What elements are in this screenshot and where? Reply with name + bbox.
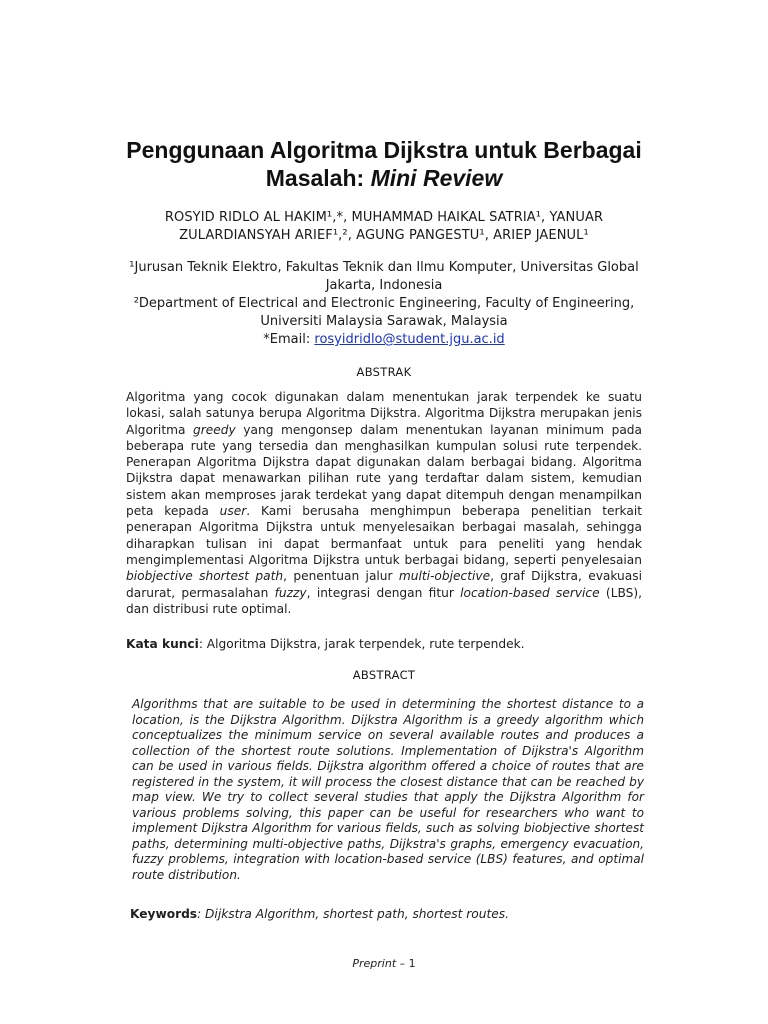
- page-number: – 1: [396, 957, 416, 970]
- affiliation-1: ¹Jurusan Teknik Elektro, Fakultas Teknik dan Ilmu Komputer, Universitas Global Jakarta, Indonesia: [129, 260, 639, 293]
- abstrak-italic: location-based service: [460, 585, 600, 600]
- abstrak-text: yang mengonsep dalam menentukan layanan minimum pada beberapa rute yang tersedia dan menghasilkan kumpulan solusi rute terpendek. Penerapan Algoritma Dijkstra dapat digunakan dalam berbagai bidang. Algoritma Dijkstra dapat menawarkan pilihan rute yang terdaftar dalam sistem, kemudian sistem akan memproses jarak terdekat yang dapat ditempuh dengan menampilkan peta kepada: [126, 422, 642, 519]
- kata-kunci-label: Kata kunci: [126, 637, 199, 651]
- authors-line-2: ZULARDIANSYAH ARIEF¹,², AGUNG PANGESTU¹, ARIEP JAENUL¹: [179, 228, 589, 243]
- abstrak-italic: multi-objective: [398, 569, 491, 584]
- keywords: [130, 906, 642, 922]
- abstrak-body: [126, 389, 642, 617]
- title-main: Penggunaan Algoritma Dijkstra untuk Berbagai Masalah:: [126, 137, 642, 191]
- affiliations: [104, 259, 664, 349]
- keywords-label: Keywords: [130, 907, 198, 921]
- abstrak-heading: ABSTRAK: [356, 365, 412, 379]
- abstrak-italic: fuzzy: [274, 585, 307, 600]
- abstrak-text: , integrasi dengan fitur: [306, 585, 461, 600]
- authors-line-1: ROSYID RIDLO AL HAKIM¹,*, MUHAMMAD HAIKAL SATRIA¹, YANUAR: [164, 210, 604, 225]
- footer-label: Preprint: [352, 957, 397, 970]
- keywords-text: : Dijkstra Algorithm, shortest path, shortest routes.: [197, 907, 509, 921]
- abstrak-text: , penentuan jalur: [283, 569, 399, 584]
- abstrak-text: Algoritma yang cocok digunakan dalam menentukan jarak terpendek ke suatu lokasi, salah satunya berupa Algoritma Dijkstra. Algoritma Dijkstra merupakan jenis Algoritma: [126, 390, 642, 437]
- paper-title: [90, 136, 678, 192]
- abstrak-text: (LBS), dan distribusi rute optimal.: [126, 585, 642, 616]
- abstrak-italic: user: [219, 504, 247, 519]
- title-italic: Mini Review: [370, 165, 503, 191]
- abstract-body: Algorithms that are suitable to be used in determining the shortest distance to a location, is the Dijkstra Algorithm. Dijkstra Algorithm is a greedy algorithm which conceptualizes the minimum service on several available routes and produces a collection of the shortest route solutions. Implementation of Dijkstra's Algorithm can be used in various fields. Dijkstra algorithm offered a choice of routes that are registered in the system, it will process the closest distance that can be reached by map view. We try to collect several studies that apply the Dijkstra Algorithm for various problems solving, this paper can be useful for researchers who want to implement Dijkstra Algorithm for various fields, such as solving biobjective shortest paths, determining multi-objective paths, Dijkstra's graphs, emergency evacuation, fuzzy problems, integration with location-based service (LBS) features, and optimal route distribution.: [132, 697, 644, 882]
- email-link[interactable]: rosyidridlo@student.jgu.ac.id: [314, 332, 505, 347]
- abstract-heading: ABSTRACT: [352, 668, 416, 682]
- abstrak-italic: biobjective shortest path: [126, 569, 284, 584]
- abstrak-italic: greedy: [193, 422, 236, 437]
- email-label: *Email:: [263, 332, 315, 347]
- abstrak-text: , graf Dijkstra, evakuasi darurat, permasalahan: [126, 569, 642, 600]
- kata-kunci: [126, 636, 642, 652]
- page-footer: [0, 957, 768, 970]
- affiliation-2: ²Department of Electrical and Electronic Engineering, Faculty of Engineering, Universiti Malaysia Sarawak, Malaysia: [133, 296, 635, 329]
- abstrak-text: . Kami berusaha menghimpun beberapa penelitian terkait penerapan Algoritma Dijkstra untuk menyelesaikan berbagai masalah, sehingga diharapkan tulisan ini dapat bermanfaat untuk para peneliti yang hendak mengimplementasi Algoritma Dijkstra untuk berbagai bidang, seperti penyelesaian: [126, 504, 643, 567]
- kata-kunci-text: : Algoritma Dijkstra, jarak terpendek, rute terpendek.: [198, 637, 525, 651]
- email-line: [104, 331, 664, 349]
- author-list: [100, 209, 668, 245]
